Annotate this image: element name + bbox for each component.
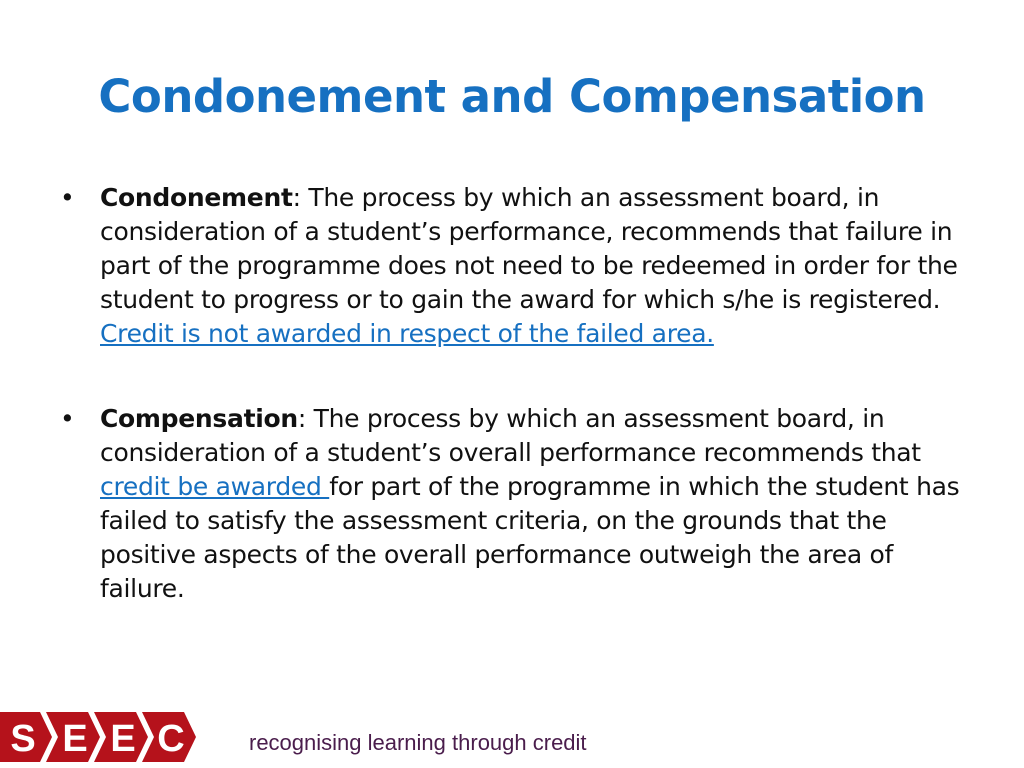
term-compensation: Compensation bbox=[100, 404, 298, 433]
logo-letter-e: E bbox=[62, 718, 88, 760]
logo-letter-e: E bbox=[110, 718, 136, 760]
term-separator: : bbox=[297, 404, 306, 433]
logo-letter-c: C bbox=[157, 718, 185, 760]
term-condonement: Condonement bbox=[100, 183, 293, 212]
bullet-icon: • bbox=[60, 404, 75, 433]
definition-text-after: for part of the programme in which the student has failed to satisfy the assessment criteria, on the grounds that the positive aspects of the overall performance outweigh the area of failure. bbox=[100, 472, 960, 603]
definition-text: The process by which an assessment board, in consideration of a student’s overall performance recommends that bbox=[100, 404, 921, 467]
credit-be-awarded-link[interactable]: credit be awarded bbox=[100, 472, 330, 501]
term-separator: : bbox=[292, 183, 301, 212]
credit-not-awarded-link[interactable]: Credit is not awarded in respect of the failed area. bbox=[100, 319, 714, 348]
footer-tagline: recognising learning through credit bbox=[249, 730, 587, 755]
bullet-condonement bbox=[60, 181, 970, 351]
bullet-compensation bbox=[60, 402, 970, 606]
slide-title: Condonement and Compensation bbox=[98, 70, 926, 123]
definition-text: The process by which an assessment board, in consideration of a student’s performance, recommends that failure in part of the programme does not need to be redeemed in order for the student to progress or to gain the award for which s/he is registered. bbox=[100, 183, 958, 314]
bullet-icon: • bbox=[60, 183, 75, 212]
bullet-list bbox=[60, 181, 970, 606]
seec-logo bbox=[0, 712, 200, 762]
logo-letter-s: S bbox=[10, 718, 36, 760]
